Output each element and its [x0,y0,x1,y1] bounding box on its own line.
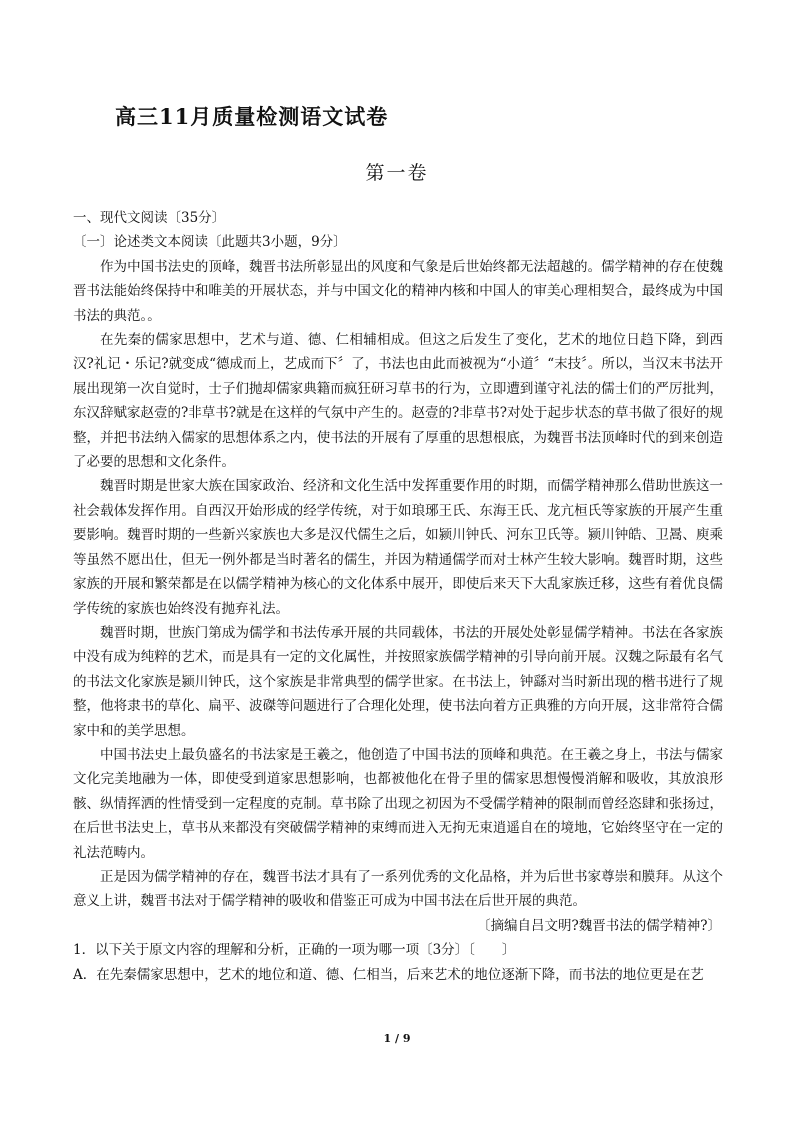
question-1: 1．以下关于原文内容的理解和分析，正确的一项为哪一项〔3分〕〔 〕 [73,942,516,959]
exam-title: 高三11月质量检测语文试卷 [115,104,389,129]
heading-argumentative-reading: 〔一〕论述类文本阅读〔此题共3小题，9分〕 [73,234,347,251]
paragraph: 正是因为儒学精神的存在，魏晋书法才具有了一系列优秀的文化品格，并为后世书家尊崇和膜拜。从这个意义上讲，魏晋书法对于儒学精神的吸收和借鉴正可成为中国书法在后世开展的典范。 [73,868,723,910]
source-citation: 〔摘编自吕文明?魏晋书法的儒学精神?〕 [477,917,721,934]
question-1-option-a: A．在先秦儒家思想中，艺术的地位和道、德、仁相当，后来艺术的地位逐渐下降，而书法的地位更是在艺 [73,966,704,983]
paragraph: 作为中国书法史的顶峰，魏晋书法所彰显出的风度和气象是后世始终都无法超越的。儒学精神的存在使魏晋书法能始终保持中和唯美的开展状态，并与中国文化的精神内核和中国人的审美心理相契合，最终成为中国书法的典范。。 [73,258,723,324]
document-body [73,206,723,987]
section-title: 第一卷 [365,162,429,184]
page-number: 1 / 9 [383,1032,411,1045]
paragraph: 在先秦的儒家思想中，艺术与道、德、仁相辅相成。但这之后发生了变化，艺术的地位日趋下降，到西汉?礼记・乐记?就变成“德成而上，艺成而下〞了，书法也由此而被视为“小道〞“末技〞。所以，当汉末书法开展出现第一次自觉时，士子们抛却儒家典籍而疯狂研习草书的行为，立即遭到谨守礼法的儒士们的严厉批判，东汉辞赋家赵壹的?非草书?就是在这样的气氛中产生的。赵壹的?非草书?对处于起步状态的草书做了很好的规整，并把书法纳入儒家的思想体系之内，使书法的开展有了厚重的思想根底，为魏晋书法顶峰时代的到来创造了必要的思想和文化条件。 [73,332,723,471]
heading-modern-reading: 一、现代文阅读〔35分〕 [73,210,226,226]
paragraph: 魏晋时期，世族门第成为儒学和书法传承开展的共同载体，书法的开展处处彰显儒学精神。书法在各家族中没有成为纯粹的艺术，而是具有一定的文化属性，并按照家族儒学精神的引导向前开展。汉魏之际最有名气的书法文化家族是颍川钟氏，这个家族是非常典型的儒学世家。在书法上，钟繇对当时新出现的楷书进行了规整，他将隶书的草化、扁平、波磔等问题进行了合理化处理，使书法向着方正典雅的方向开展，这非常符合儒家中和的美学思想。 [73,624,723,739]
paragraph: 中国书法史上最负盛名的书法家是王羲之，他创造了中国书法的顶峰和典范。在王羲之身上，书法与儒家文化完美地融为一体，即使受到道家思想影响，也都被他化在骨子里的儒家思想慢慢消解和吸收，其放浪形骸、纵情挥洒的性情受到一定程度的克制。草书除了出现之初因为不受儒学精神的限制而曾经恣肆和张扬过，在后世书法史上，草书从来都没有突破儒学精神的束缚而进入无拘无束逍遥自在的境地，它始终坚守在一定的礼法范畴内。 [73,746,723,861]
paragraph: 魏晋时期是世家大族在国家政治、经济和文化生活中发挥重要作用的时期，而儒学精神那么借助世族这一社会载体发挥作用。自西汉开始形成的经学传统，对于如琅琊王氏、东海王氏、龙亢桓氏等家族的开展产生重要影响。魏晋时期的一些新兴家族也大多是汉代儒生之后，如颍川钟氏、河东卫氏等。颍川钟皓、卫暠、庾乘等虽然不愿出仕，但无一例外都是当时著名的儒生，并因为精通儒学而对士林产生较大影响。魏晋时期，这些家族的开展和繁荣都是在以儒学精神为核心的文化体系中展开，即使后来天下大乱家族迁移，这些有着优良儒学传统的家族也始终没有抛弃礼法。 [73,478,723,617]
